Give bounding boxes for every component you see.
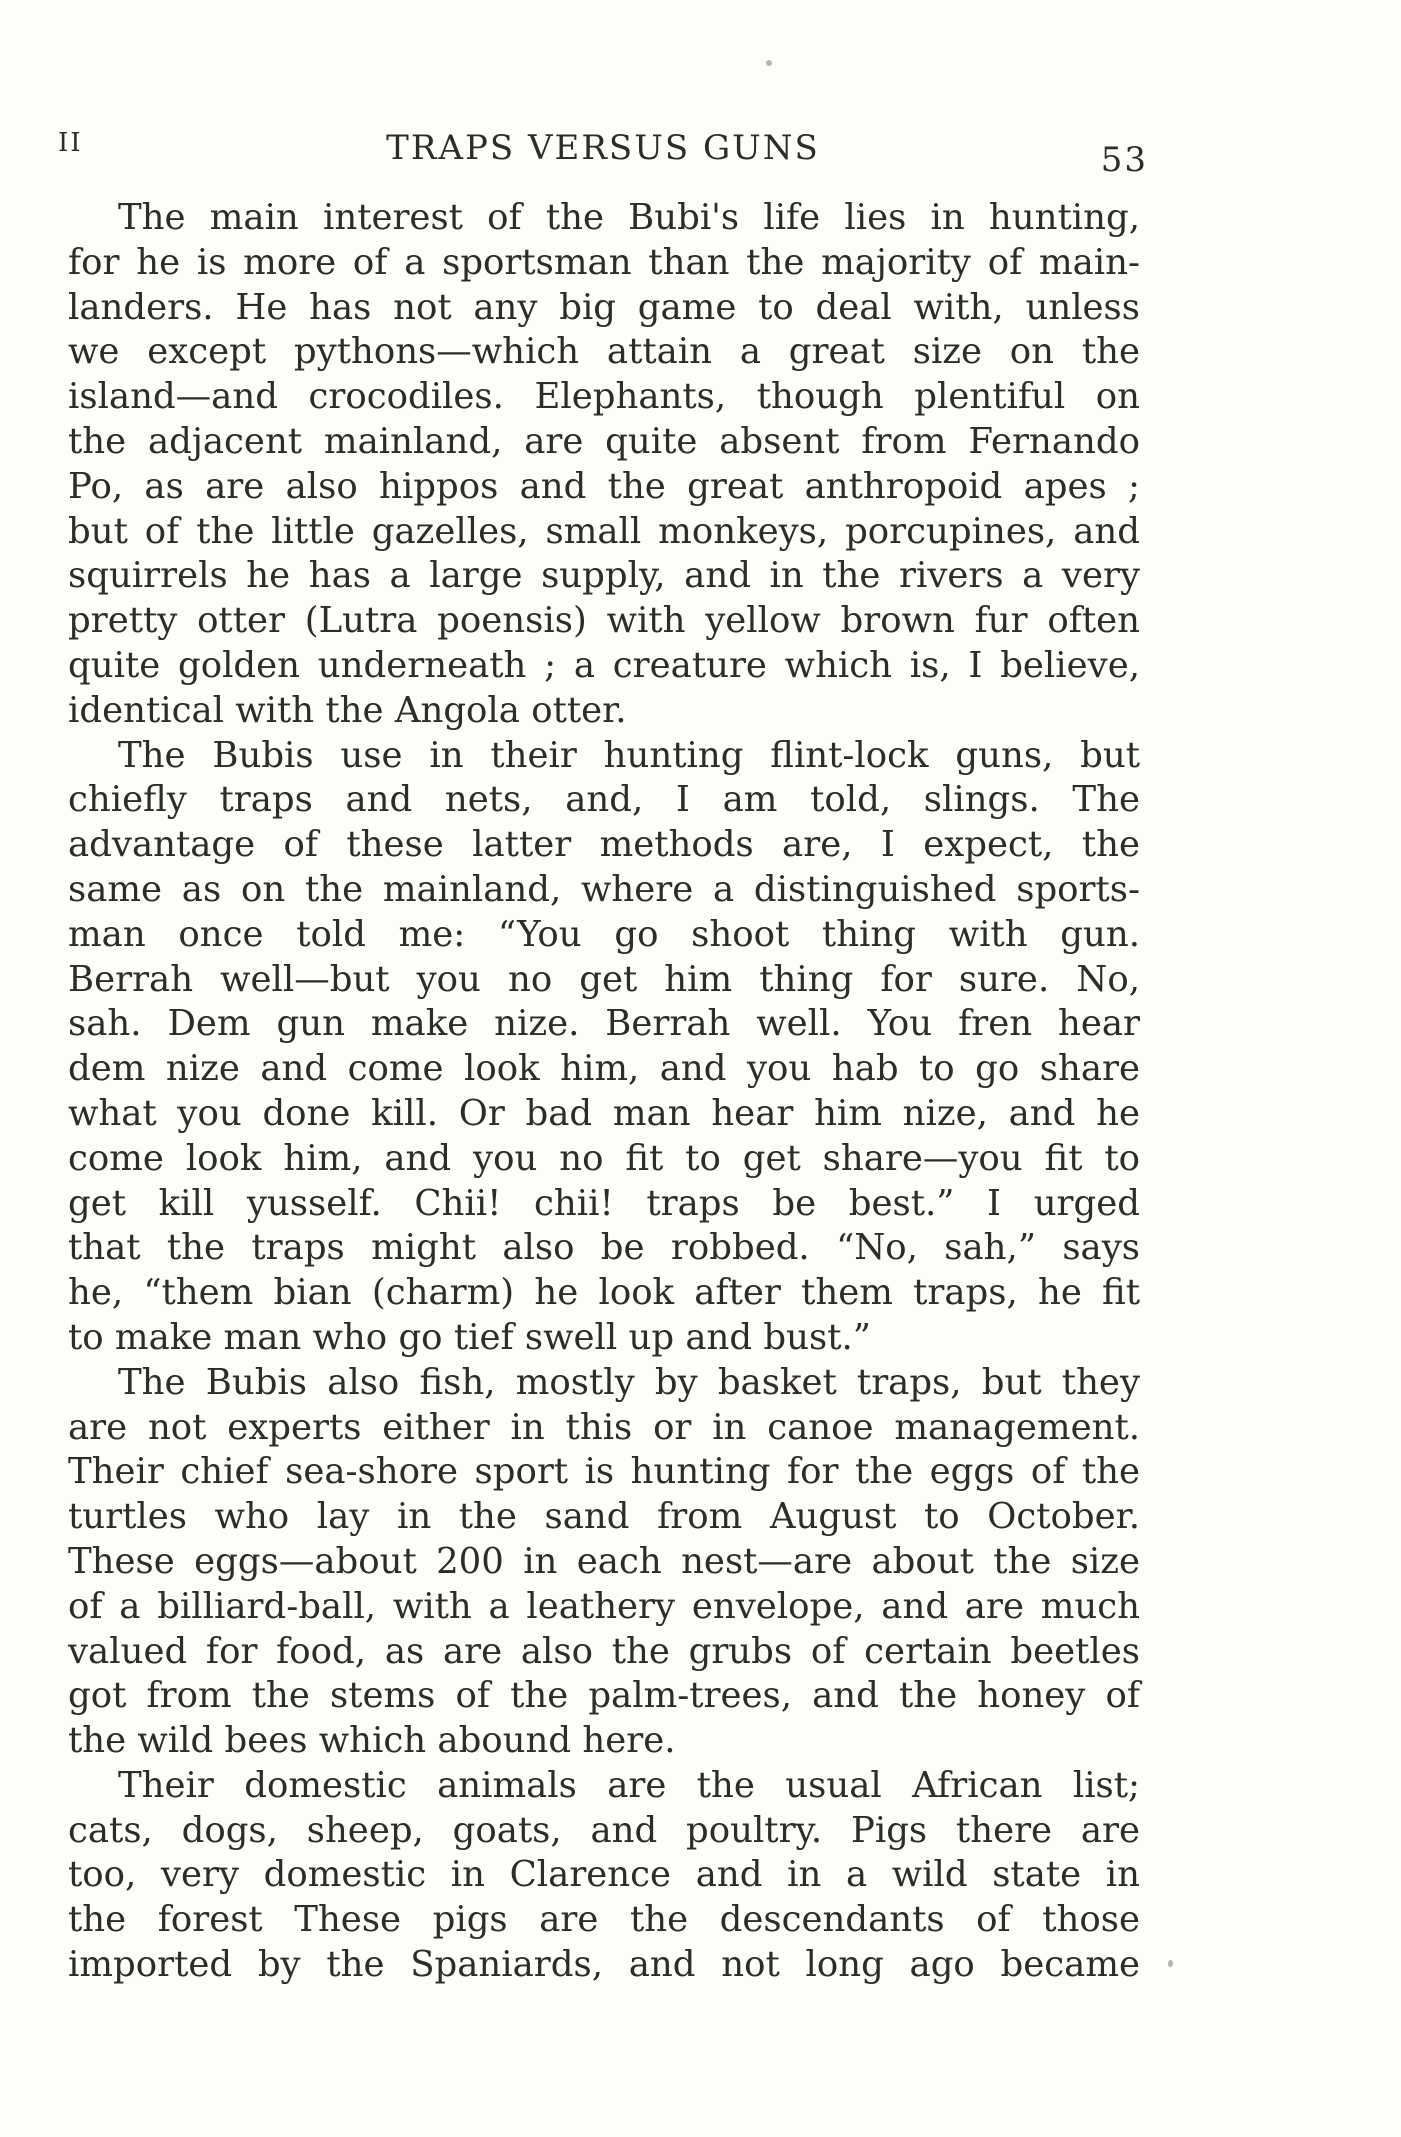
page-number: 53: [1100, 140, 1148, 180]
text-line: Po, as are also hippos and the great anthropoid apes ;: [68, 465, 1140, 507]
text-line: the forest These pigs are the descendants of those: [68, 1899, 1140, 1941]
text-line: what you done kill. Or bad man hear him nize, and he: [68, 1092, 1140, 1134]
body-text: [68, 196, 1140, 1988]
text-line: the wild bees which abound here.: [68, 1720, 676, 1762]
paragraph: [68, 196, 1140, 734]
text-line: The Bubis also fish, mostly by basket traps, but they: [118, 1361, 1140, 1403]
text-line: he, “them bian (charm) he look after them traps, he fit: [68, 1272, 1140, 1314]
text-line: cats, dogs, sheep, goats, and poultry. Pigs there are: [68, 1809, 1140, 1851]
text-line: too, very domestic in Clarence and in a wild state in: [68, 1854, 1140, 1896]
text-line: same as on the mainland, where a distinguished sports-: [68, 868, 1140, 910]
text-line: for he is more of a sportsman than the majority of main-: [68, 241, 1140, 283]
text-line: squirrels he has a large supply, and in the rivers a very: [68, 555, 1140, 597]
text-line: Berrah well—but you no get him thing for sure. No,: [68, 958, 1140, 1000]
paragraph: [68, 734, 1140, 1361]
text-line: chiefly traps and nets, and, I am told, slings. The: [68, 779, 1140, 821]
text-line: landers. He has not any big game to deal with, unless: [68, 286, 1140, 328]
chapter-number: II: [58, 128, 83, 158]
text-line: island—and crocodiles. Elephants, though plentiful on: [68, 376, 1140, 418]
paragraph: [68, 1764, 1140, 1988]
text-line: the adjacent mainland, are quite absent from Fernando: [68, 420, 1140, 462]
text-line: Their chief sea-shore sport is hunting for the eggs of the: [68, 1451, 1140, 1493]
running-title: TRAPS VERSUS GUNS: [386, 128, 820, 168]
text-line: are not experts either in this or in canoe management.: [68, 1406, 1140, 1448]
text-line: dem nize and come look him, and you hab to go share: [68, 1048, 1140, 1090]
text-line: These eggs—about 200 in each nest—are about the size: [68, 1540, 1140, 1582]
text-line: quite golden underneath ; a creature which is, I believe,: [68, 644, 1140, 686]
text-line: that the traps might also be robbed. “No, sah,” says: [68, 1227, 1140, 1269]
text-line: valued for food, as are also the grubs of certain beetles: [68, 1630, 1140, 1672]
text-line: advantage of these latter methods are, I expect, the: [68, 824, 1140, 866]
text-line: identical with the Angola otter.: [68, 689, 627, 731]
paragraph: [68, 1361, 1140, 1764]
text-line: imported by the Spaniards, and not long ago became: [68, 1944, 1140, 1986]
text-line: sah. Dem gun make nize. Berrah well. You fren hear: [68, 1003, 1140, 1045]
text-line: get kill yusself. Chii! chii! traps be best.” I urged: [68, 1182, 1140, 1224]
text-line: to make man who go tief swell up and bust.”: [68, 1316, 871, 1358]
text-line: but of the little gazelles, small monkeys, porcupines, and: [68, 510, 1140, 552]
text-line: pretty otter (Lutra poensis) with yellow brown fur often: [68, 600, 1140, 642]
text-line: of a billiard-ball, with a leathery envelope, and are much: [68, 1585, 1140, 1627]
text-line: turtles who lay in the sand from August to October.: [68, 1496, 1140, 1538]
text-line: Their domestic animals are the usual African list;: [118, 1764, 1140, 1806]
text-line: The main interest of the Bubi's life lies in hunting,: [118, 197, 1140, 238]
text-line: man once told me: “You go shoot thing with gun.: [68, 913, 1140, 955]
text-line: got from the stems of the palm-trees, and the honey of: [68, 1675, 1140, 1717]
text-line: come look him, and you no fit to get share—you fit to: [68, 1137, 1140, 1179]
text-line: The Bubis use in their hunting flint-lock guns, but: [118, 734, 1140, 776]
running-header: [58, 128, 1148, 180]
print-speck: [1168, 1960, 1173, 1967]
print-speck: [766, 60, 772, 66]
text-line: we except pythons—which attain a great size on the: [68, 331, 1140, 373]
